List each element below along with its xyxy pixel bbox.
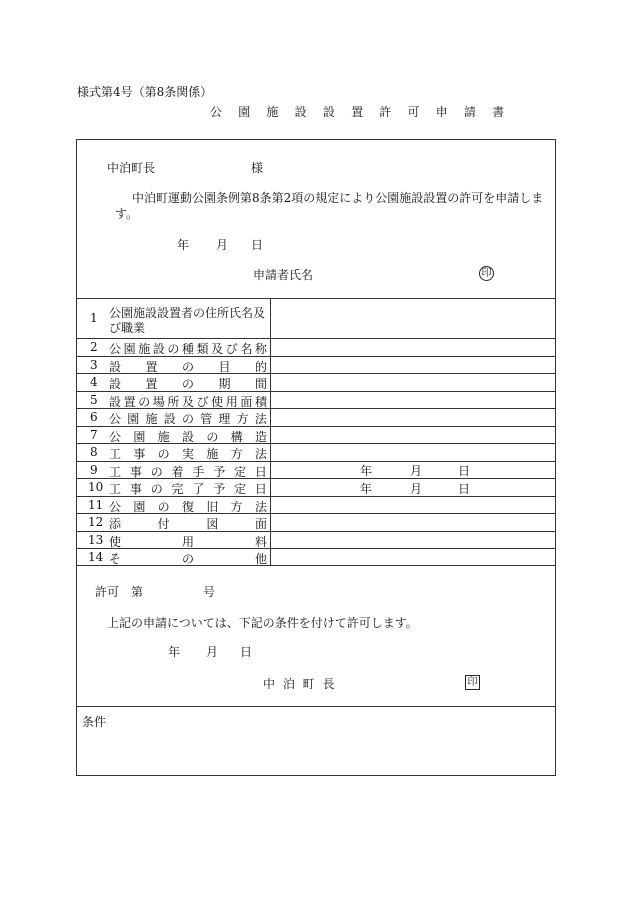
start-date-year: 年	[360, 464, 373, 478]
item-label: 公 園 施 設 の 種 類 及 び 名 称	[109, 342, 267, 356]
item-label: 設 置 の 期 間	[109, 377, 267, 391]
applicant-name-label: 申請者氏名	[253, 268, 314, 282]
item-number: 13	[88, 532, 104, 547]
item-label: 公 園 施 設 の 管 理 方 法	[109, 412, 267, 426]
document-title: 公 園 施 設 設 置 許 可 申 請 書	[210, 105, 511, 119]
item-number: 12	[88, 515, 104, 529]
item-label: 公 園 の 復 旧 方 法	[109, 499, 267, 514]
item-row-5	[77, 391, 270, 408]
item-number: 3	[90, 357, 98, 372]
completion-date-month: 月	[410, 482, 423, 496]
item-number: 5	[90, 392, 98, 407]
start-date-day: 日	[458, 464, 471, 478]
application-date-month: 月	[216, 238, 229, 252]
item-label: 公 園 施 設 の 構 造	[109, 429, 267, 444]
permit-statement: 上記の申請については、下記の条件を付けて許可します。	[107, 616, 418, 630]
permit-number-prefix: 許可 第	[95, 585, 144, 599]
item-number: 9	[90, 462, 98, 477]
item-label: 工 事 の 実 施 方 法	[109, 447, 267, 461]
conditions-label: 条件	[82, 715, 107, 729]
item-number: 11	[88, 497, 104, 512]
conditions-rule	[77, 706, 555, 707]
item-row-1	[77, 298, 270, 338]
item-number: 7	[90, 427, 98, 442]
honorific: 様	[251, 161, 264, 175]
table-bottom-rule	[77, 565, 555, 566]
applicant-seal-mark: 印	[479, 266, 494, 281]
item-label: 設 置 の 場 所 及 び 使 用 面 積	[109, 394, 267, 409]
start-date-value	[271, 460, 555, 477]
item-number: 6	[90, 410, 98, 424]
item-number: 8	[90, 445, 98, 459]
item-row-13	[77, 531, 270, 548]
start-date-month: 月	[410, 464, 423, 478]
item-label: 使 用 料	[109, 534, 267, 549]
item-label: 工 事 の 着 手 予 定 日	[109, 464, 267, 479]
item-label-line2: び職業	[109, 321, 146, 335]
completion-date-day: 日	[458, 482, 471, 496]
item-number: 2	[90, 340, 98, 354]
permit-date-day: 日	[240, 645, 253, 659]
item-number: 10	[88, 480, 104, 494]
request-text-line1: 中泊町運動公園条例第8条第2項の規定により公園施設設置の許可を申請しま	[132, 191, 544, 205]
item-row-10	[77, 478, 270, 495]
item-row-12	[77, 513, 270, 530]
application-date-year: 年	[177, 238, 190, 252]
item-row-11	[77, 496, 270, 513]
item-label: 添 付 図 面	[109, 517, 267, 531]
item-row-4	[77, 373, 270, 390]
item-row-14	[77, 548, 270, 565]
item-row-6	[77, 408, 270, 425]
completion-date-year: 年	[360, 482, 373, 496]
item-label: 工 事 の 完 了 予 定 日	[109, 482, 267, 496]
permit-date-month: 月	[206, 645, 219, 659]
item-row-9	[77, 461, 270, 478]
item-label: 設 置 の 目 的	[109, 359, 267, 374]
issuer-seal-mark: 印	[465, 675, 480, 690]
item-row-3	[77, 356, 270, 373]
addressee: 中泊町長	[107, 161, 156, 175]
application-date-day: 日	[251, 238, 264, 252]
item-row-7	[77, 426, 270, 443]
item-number: 1	[90, 311, 98, 325]
item-row-2	[77, 338, 270, 355]
item-number: 4	[90, 375, 98, 389]
completion-date-value	[271, 478, 555, 495]
application-form	[76, 139, 556, 776]
item-label: そ の 他	[109, 552, 267, 566]
permit-number-suffix: 号	[203, 585, 216, 599]
issuer-title: 中 泊 町 長	[263, 677, 337, 691]
item-label-line1: 公園施設設置者の住所氏名及	[109, 306, 266, 320]
permit-date-year: 年	[168, 645, 181, 659]
request-text-line2: す。	[115, 207, 139, 221]
form-number: 様式第4号（第8条関係）	[77, 85, 213, 99]
item-number: 14	[88, 550, 104, 564]
item-row-8	[77, 443, 270, 460]
